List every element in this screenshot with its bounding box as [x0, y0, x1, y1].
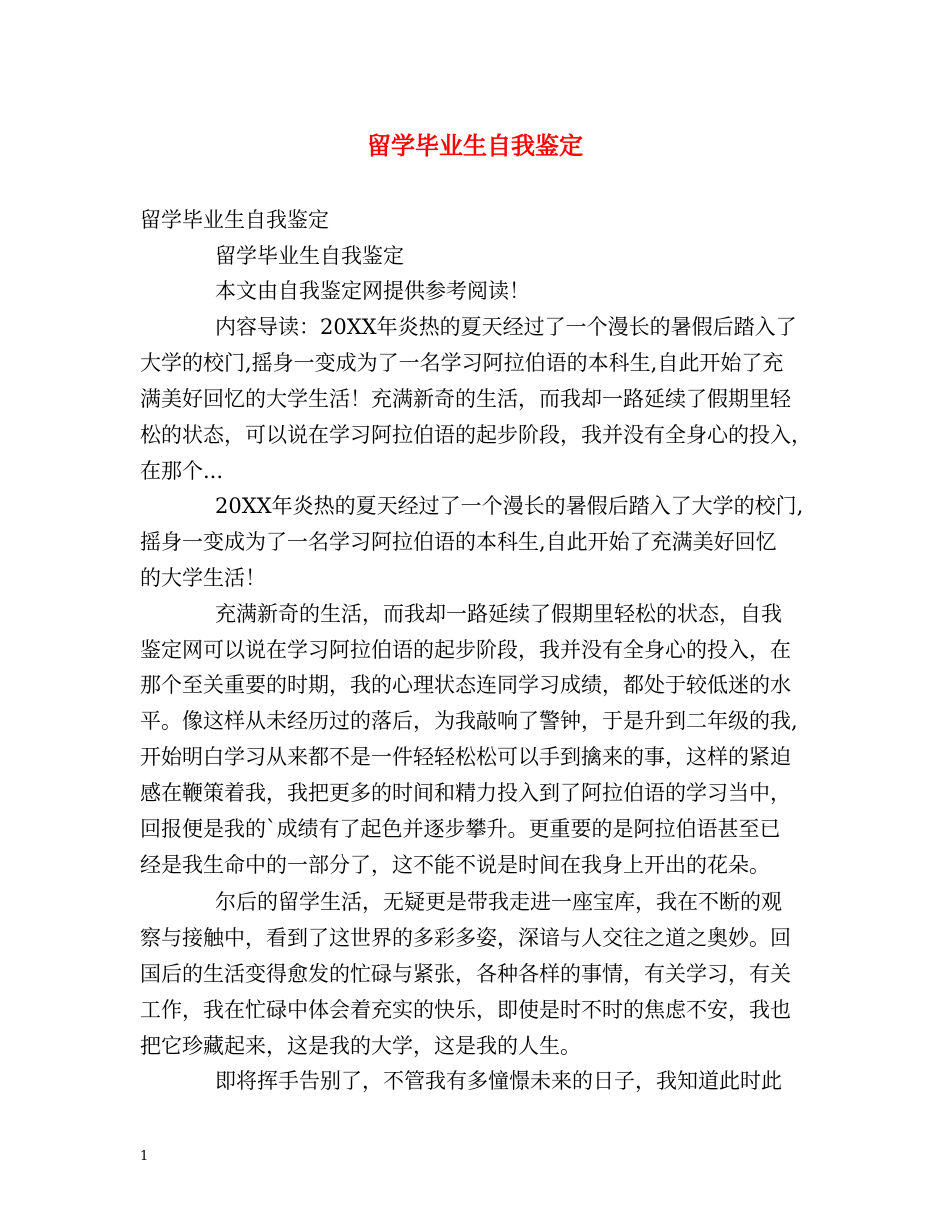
body-line: 留学毕业生自我鉴定 — [215, 244, 404, 268]
body-line: 国后的生活变得愈发的忙碌与紧张，各种各样的事情，有关学习，有关 — [140, 962, 791, 986]
body-line: 内容导读：20XX年炎热的夏天经过了一个漫长的暑假后踏入了 — [215, 315, 797, 339]
page-number: 1 — [140, 1149, 149, 1164]
body-line: 平。像这样从未经历过的落后，为我敲响了警钟，于是升到二年级的我, — [140, 709, 798, 733]
body-line: 本文由自我鉴定网提供参考阅读！ — [215, 279, 530, 303]
body-line: 满美好回忆的大学生活！充满新奇的生活，而我却一路延续了假期里轻 — [140, 387, 791, 411]
body-line: 松的状态，可以说在学习阿拉伯语的起步阶段，我并没有全身心的投入， — [140, 423, 812, 447]
body-line: 在那个... — [140, 459, 224, 483]
body-line: 那个至关重要的时期，我的心理状态连同学习成绩，都处于较低迷的水 — [140, 673, 791, 697]
body-line: 工作，我在忙碌中体会着充实的快乐，即使是时不时的焦虑不安，我也 — [140, 998, 791, 1022]
body-line: 20XX年炎热的夏天经过了一个漫长的暑假后踏入了大学的校门, — [215, 494, 804, 518]
body-line: 尔后的留学生活，无疑更是带我走进一座宝库，我在不断的观 — [215, 890, 782, 914]
body-line: 经是我生命中的一部分了，这不能不说是时间在我身上开出的花朵。 — [140, 853, 770, 877]
document-title: 留学毕业生自我鉴定 — [367, 131, 583, 160]
body-line: 即将挥手告别了，不管我有多憧憬未来的日子，我知道此时此 — [215, 1069, 782, 1093]
body-line: 鉴定网可以说在学习阿拉伯语的起步阶段，我并没有全身心的投入，在 — [140, 638, 791, 662]
body-line: 开始明白学习从来都不是一件轻轻松松可以手到擒来的事，这样的紧迫 — [140, 745, 791, 769]
body-line: 留学毕业生自我鉴定 — [140, 208, 329, 232]
body-line: 察与接触中，看到了这世界的多彩多姿，深谙与人交往之道之奥妙。回 — [140, 926, 791, 950]
body-line: 把它珍藏起来，这是我的大学，这是我的人生。 — [140, 1034, 581, 1058]
body-line: 大学的校门,摇身一变成为了一名学习阿拉伯语的本科生,自此开始了充 — [140, 351, 784, 375]
body-line: 充满新奇的生活，而我却一路延续了假期里轻松的状态，自我 — [215, 602, 782, 626]
body-line: 回报便是我的`成绩有了起色并逐步攀升。更重要的是阿拉伯语甚至已 — [140, 817, 781, 841]
body-line: 摇身一变成为了一名学习阿拉伯语的本科生,自此开始了充满美好回忆 — [140, 530, 777, 554]
body-line: 的大学生活！ — [140, 566, 266, 590]
body-line: 感在鞭策着我，我把更多的时间和精力投入到了阿拉伯语的学习当中， — [140, 781, 791, 805]
